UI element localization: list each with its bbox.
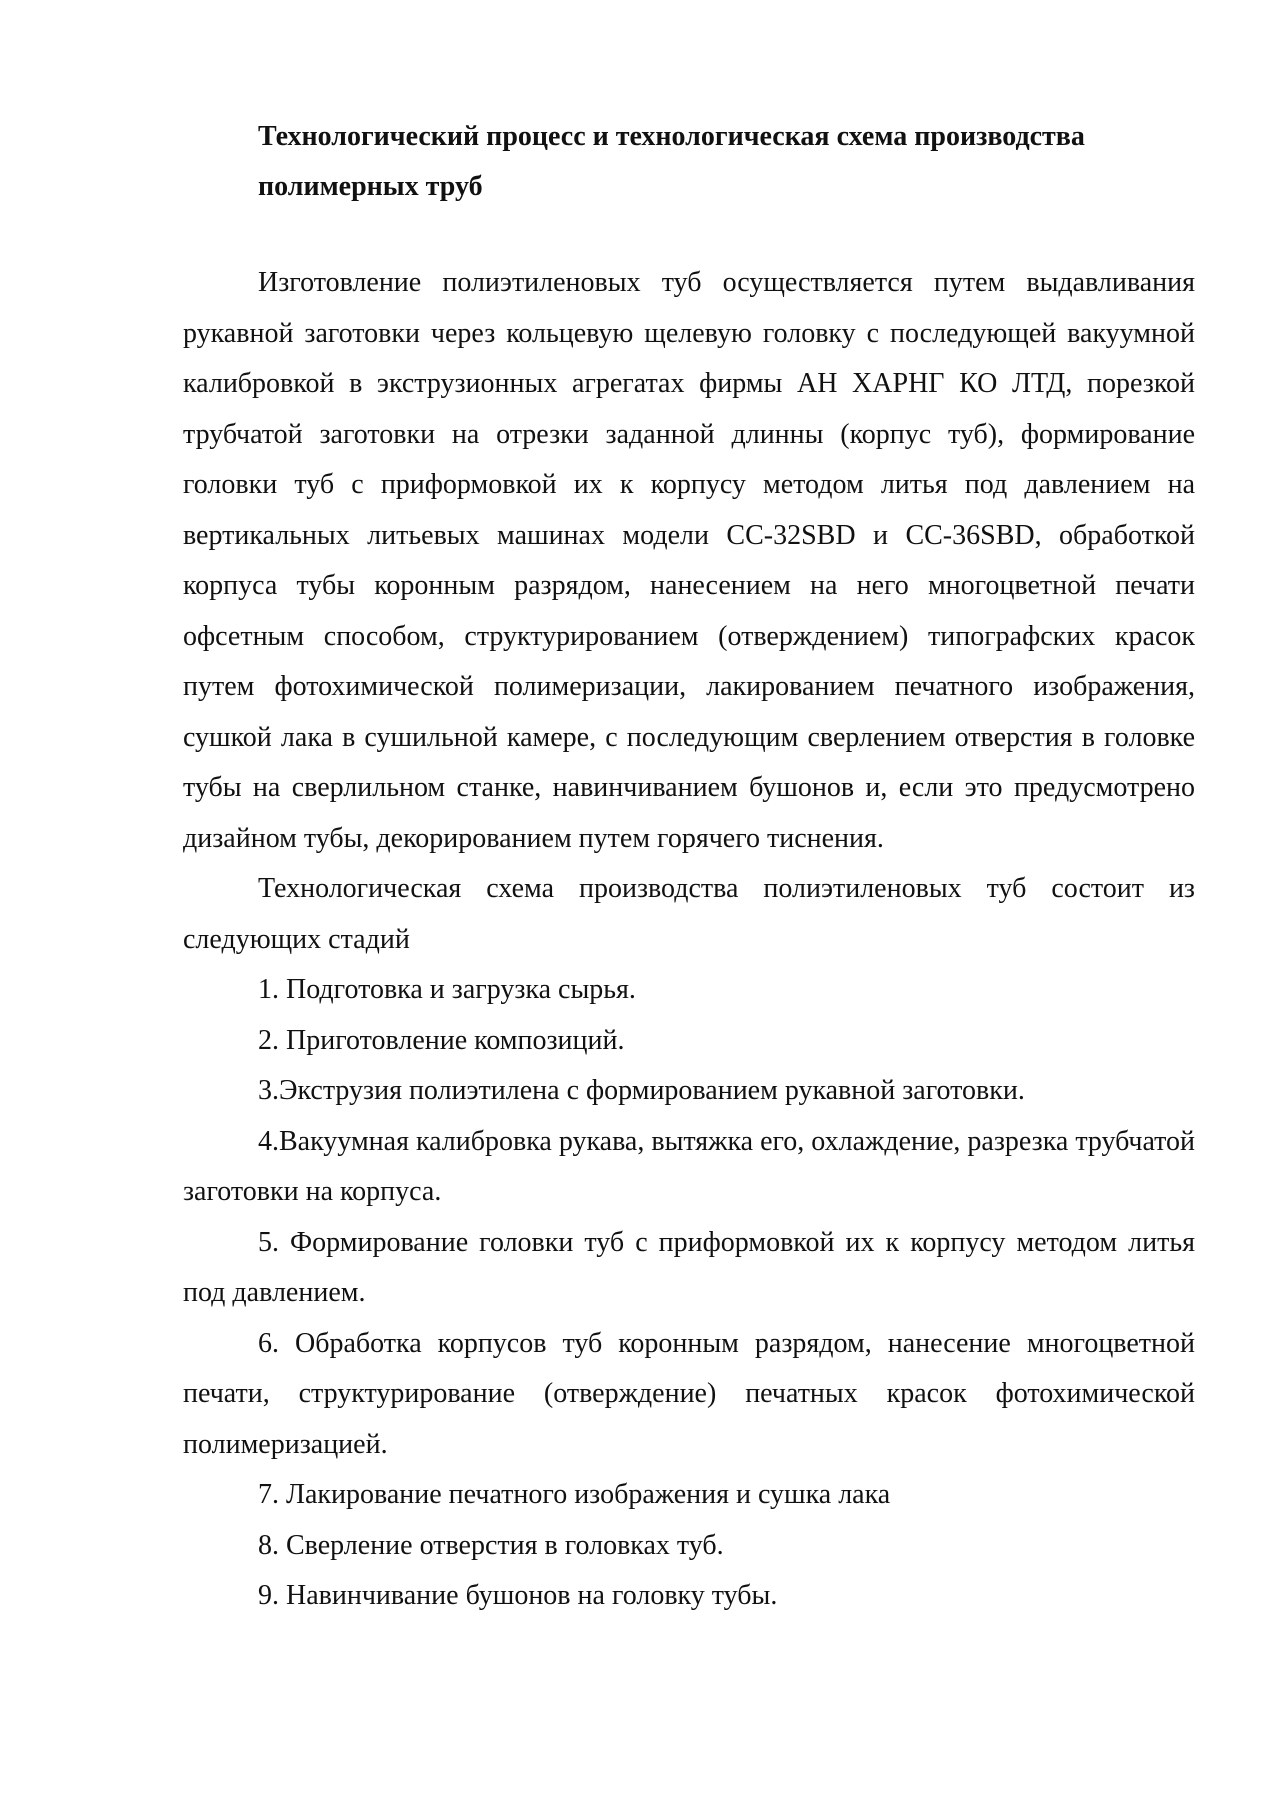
stage-item: 4.Вакуумная калибровка рукава, вытяжка его, охлаждение, разрезка трубчатой заготовки на корпуса. (183, 1125, 1196, 1207)
stage-item: 6. Обработка корпусов туб коронным разрядом, нанесение многоцветной печати, структурирование (отверждение) печатных красок фотохимической полимеризацией. (183, 1327, 1195, 1460)
stage-item: 8. Сверление отверстия в головках туб. (258, 1529, 724, 1561)
stage-item: 7. Лакирование печатного изображения и сушка лака (258, 1479, 891, 1510)
paragraph-intro: Изготовление полиэтиленовых туб осуществляется путем выдавливания рукавной заготовки через кольцевую щелевую головку с последующей вакуумной калибровкой в экструзионных агрегатах фирмы АН ХАРНГ КО ЛТД, порезкой трубчатой заготовки на отрезки заданной длинны (корпус туб), формирование головки туб с приформовкой их к корпусу методом литья под давлением на вертикальных литьевых машинах модели СС-32SBD и СС-36SBD, обработкой корпуса тубы коронным разрядом, нанесением на него многоцветной печати офсетным способом, структурированием (отверждением) типографских красок путем фотохимической полимеризации, лакированием печатного изображения, сушкой лака в сушильной камере, с последующим сверлением отверстия в головке тубы на сверлильном станке, навинчиванием бушонов и, если это предусмотрено дизайном тубы, декорированием путем горячего тиснения. (183, 267, 1195, 854)
stage-item: 1. Подготовка и загрузка сырья. (258, 974, 636, 1005)
stage-item: 5. Формирование головки туб с приформовкой их к корпусу методом литья под давлением. (183, 1226, 1195, 1308)
stage-item: 2. Приготовление композиций. (258, 1024, 625, 1056)
document-body (183, 258, 1195, 1622)
document-title: Технологический процесс и технологическая схема производства полимерных труб (258, 121, 1085, 202)
stage-item: 9. Навинчивание бушонов на головку тубы. (258, 1580, 778, 1611)
paragraph-scheme: Технологическая схема производства полиэтиленовых туб состоит из следующих стадий (183, 873, 1195, 955)
stage-item: 3.Экструзия полиэтилена с формированием рукавной заготовки. (258, 1075, 1025, 1106)
